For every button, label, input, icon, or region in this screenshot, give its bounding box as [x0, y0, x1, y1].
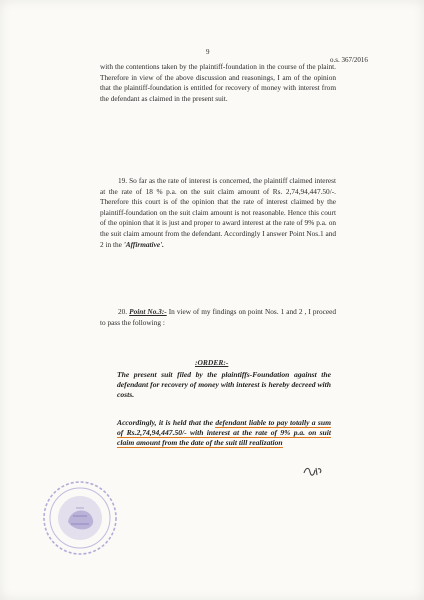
- affirmative-label: 'Affirmative'.: [123, 239, 164, 249]
- order-liability-lead: Accordingly, it is held that the: [117, 418, 213, 427]
- paragraph-19-text: 19. So far as the rate of interest is concerned, the plaintiff claimed interest at the rate of 18 % p.a. on the suit claim amount of Rs. 2,74,94,447.50/-. Therefore this court is of the opinion that the rate of interest claimed by the plaintiff-foundation on the suit claim amount is not reasonable. Hence this court of the opinion that it is just and proper to award interest at the rate of 9% p.a. on the suit claim amount from the defendant. Accordingly I answer Point Nos.1 and 2 in the: [100, 176, 336, 249]
- order-liability-text: [117, 418, 331, 449]
- paragraph-19: [100, 176, 336, 250]
- point-3-label: Point No.3:-: [129, 307, 167, 316]
- paragraph-conclusion: with the contentions taken by the plaintiff-foundation in the course of the plaint. Therefore in view of the above discussion and reasonings, I am of the opinion that the plaintiff-foundation is entitled for recovery of money with interest from the defendant as claimed in the present suit.: [100, 62, 336, 103]
- case-number: o.s. 367/2016: [330, 56, 368, 64]
- highlighted-liability: defendant liable to pay totally a sum of Rs.2,74,94,447.50/- with interest at the rate of 9% p.a. on suit claim amount from the date of the suit till realization: [117, 418, 331, 448]
- paragraph-20: [100, 307, 336, 328]
- court-seal: [40, 478, 120, 558]
- order-heading: :ORDER:-: [195, 358, 229, 367]
- page-number: 9: [206, 48, 210, 56]
- order-decree-text: The present suit filed by the plaintiffs-Foundation against the defendant for recovery of money with interest is hereby decreed with costs.: [117, 370, 331, 400]
- signature-mark: [302, 464, 324, 478]
- paragraph-20-number: 20.: [118, 307, 128, 316]
- paragraph-20-text: In view of my findings on point Nos. 1 and 2 , I proceed to pass the following :: [100, 307, 336, 327]
